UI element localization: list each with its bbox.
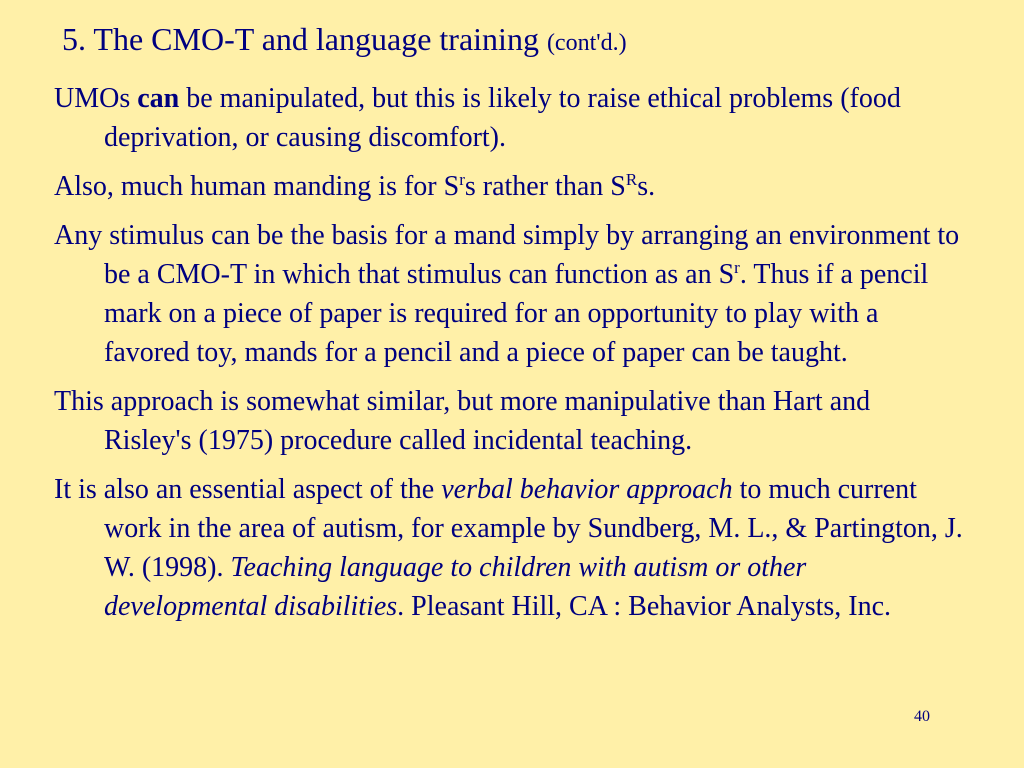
p5-italic-verbal-behavior: verbal behavior approach [441,474,733,505]
p4-text-a: This approach is somewhat similar, but more manipulative than Hart and Risley's (1975) procedure called incidental teaching. [54,386,871,456]
p2-text-b: s rather than S [464,171,626,202]
p5-text-c: to much current work in the area of autism, for example by Sundberg, M. L., & Partington, J. W. (1998). [104,474,963,583]
p2-text-c: s. [637,171,656,202]
title-main: 5. The CMO-T and language training [62,21,539,57]
p3-text-a: Any stimulus can be the basis for a mand simply by arranging an environment to be a CMO-T in which that stimulus can function as an S [54,220,960,290]
title-suffix: (cont'd.) [546,30,627,56]
p2-superscript-r: r [459,170,465,189]
slide-body [54,79,964,636]
p1-text-a: UMOs [54,83,138,114]
p2-superscript-R: R [625,170,638,189]
p5-text-a: It is also an essential aspect of the [54,474,442,505]
paragraph-manding [54,167,964,206]
paragraph-verbal-behavior [54,470,964,626]
p5-italic-book-title: Teaching language to children with autism or other developmental disabilities [104,552,807,622]
p3-superscript-r: r [734,258,740,277]
p2-text-a: Also, much human manding is for S [54,171,460,202]
slide-title [62,22,627,57]
p1-bold-can: can [137,83,180,114]
p1-text-c: be manipulated, but this is likely to raise ethical problems (food deprivation, or causing discomfort). [104,83,901,153]
page-number: 40 [914,708,930,725]
paragraph-umos [54,79,964,157]
p3-text-b: . Thus if a pencil mark on a piece of paper is required for an opportunity to play with a favored toy, mands for a pencil and a piece of paper can be taught. [104,259,929,368]
p5-text-e: . Pleasant Hill, CA : Behavior Analysts, Inc. [397,591,892,622]
paragraph-any-stimulus [54,216,964,372]
paragraph-approach [54,382,964,460]
